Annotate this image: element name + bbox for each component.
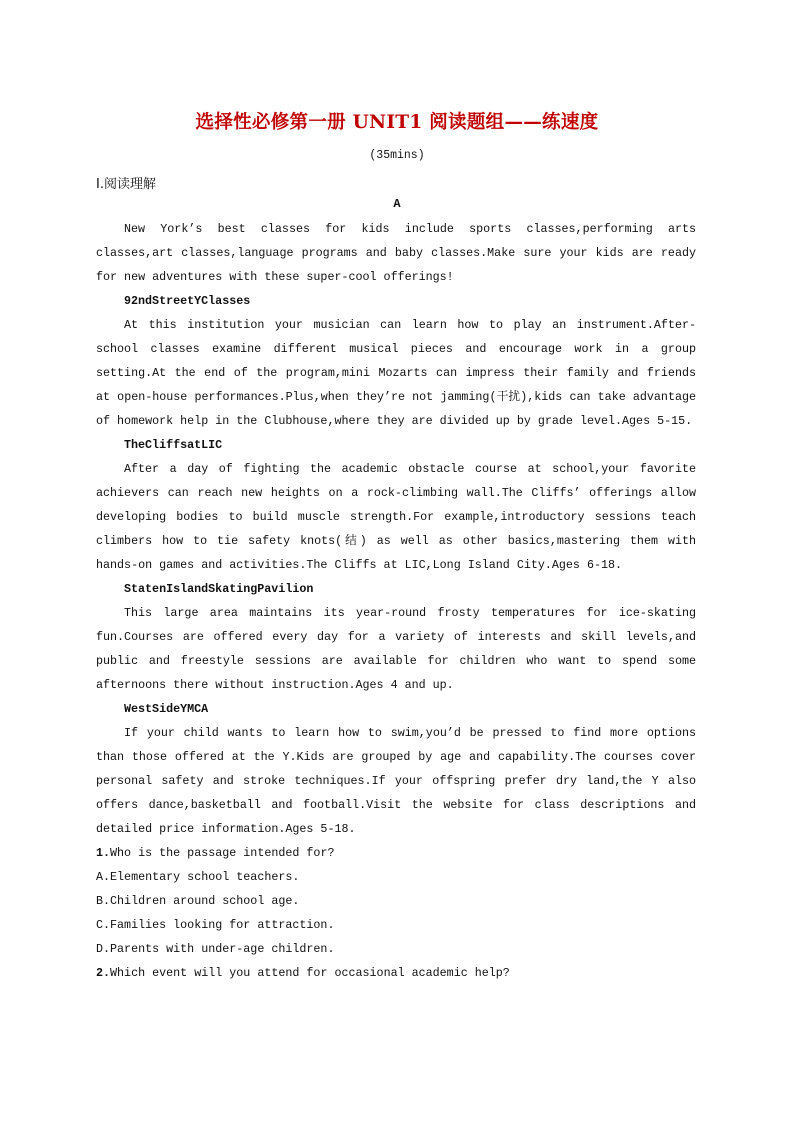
class-text-staten-island: This large area maintains its year-round frosty temperatures for ice-skating fun.Courses are offered every day for a variety of interests and skill levels,and public and freestyle sessions are available for children who want to spend some afternoons there without instruction.Ages 4 and up. (96, 606, 696, 692)
passage-body (96, 217, 696, 985)
question-text: Which event will you attend for occasional academic help? (110, 966, 510, 980)
class-heading-west-side-ymca: WestSideYMCA (124, 702, 209, 716)
question-number: 2. (96, 966, 111, 980)
question-2 (96, 961, 696, 985)
passage-label: A (393, 197, 401, 211)
question-1 (96, 841, 696, 865)
answer-option-a: A.Elementary school teachers. (96, 870, 300, 884)
section-heading: Ⅰ.阅读理解 (96, 177, 156, 192)
answer-option-b: B.Children around school age. (96, 894, 300, 908)
passage-intro: New York’s best classes for kids include sports classes,performing arts classes,art classes,language programs and baby classes.Make sure your kids are ready for new adventures with these super-cool offerings! (96, 222, 696, 284)
class-text-west-side-ymca: If your child wants to learn how to swim,you’d be pressed to find more options than those offered at the Y.Kids are grouped by age and capability.The courses cover personal safety and stroke techniques.If your offspring prefer dry land,the Y also offers dance,basketball and football.Visit the website for class descriptions and detailed price information.Ages 5-18. (96, 726, 696, 836)
class-text-92nd-street-y: At this institution your musician can learn how to play an instrument.After-school classes examine different musical pieces and encourage work in a group setting.At the end of the program,mini Mozarts can impress their family and friends at open-house performances.Plus,when they’re not jamming(干扰),kids can take advantage of homework help in the Clubhouse,where they are divided up by grade level.Ages 5-15. (96, 318, 696, 428)
answer-option-d: D.Parents with under-age children. (96, 942, 335, 956)
time-limit: (35mins) (369, 149, 425, 162)
question-number: 1. (96, 846, 111, 860)
class-heading-92nd-street-y: 92ndStreetYClasses (124, 294, 251, 308)
answer-option-c: C.Families looking for attraction. (96, 918, 335, 932)
class-heading-staten-island: StatenIslandSkatingPavilion (124, 582, 314, 596)
class-text-cliffs-lic: After a day of fighting the academic obstacle course at school,your favorite achievers can reach new heights on a rock-climbing wall.The Cliffs’ offerings allow developing bodies to build muscle strength.For example,introductory sessions teach climbers how to tie safety knots(结) as well as other basics,mastering them with hands-on games and activities.The Cliffs at LIC,Long Island City.Ages 6-18. (96, 462, 696, 572)
document-title: 选择性必修第一册 UNIT1 阅读题组——练速度 (195, 112, 599, 133)
question-text: Who is the passage intended for? (110, 846, 335, 860)
class-heading-cliffs-lic: TheCliffsatLIC (124, 438, 223, 452)
